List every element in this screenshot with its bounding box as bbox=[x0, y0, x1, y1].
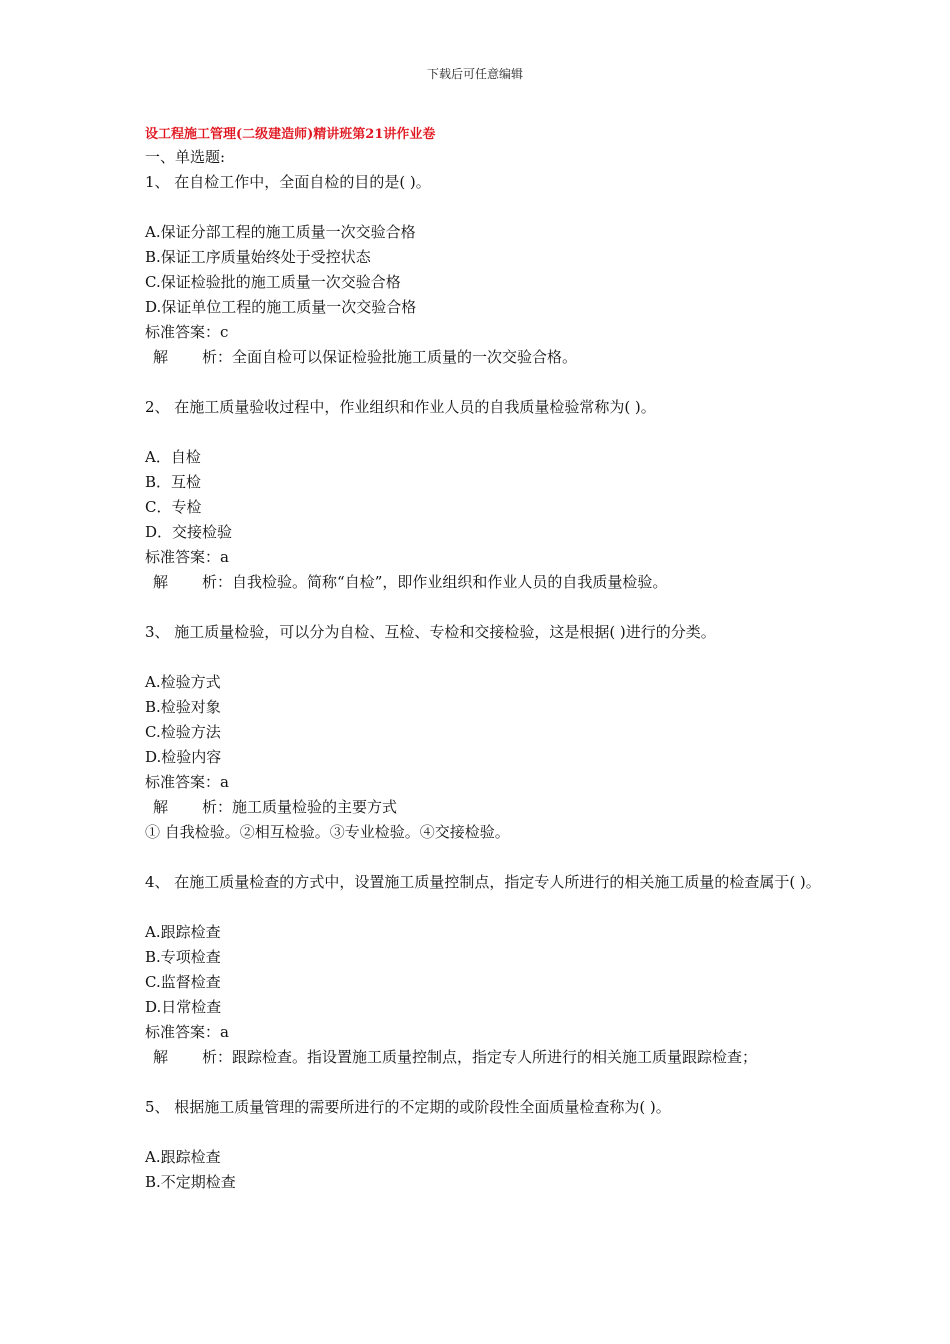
option-b: B．互检 bbox=[145, 473, 202, 491]
document-body bbox=[145, 125, 825, 1195]
question-stem: 3、 施工质量检验，可以分为自检、互检、专检和交接检验，这是根据( )进行的分类。 bbox=[145, 623, 716, 641]
analysis bbox=[145, 795, 825, 820]
question-stem: 1、 在自检工作中，全面自检的目的是( )。 bbox=[145, 173, 431, 191]
analysis-extra: ① 自我检验。②相互检验。③专业检验。④交接检验。 bbox=[145, 823, 510, 841]
option-c: C.监督检查 bbox=[145, 973, 221, 991]
analysis-label-left: 解 bbox=[153, 348, 169, 366]
analysis-label-right: 析： bbox=[202, 348, 233, 366]
answer-value: c bbox=[220, 323, 229, 341]
analysis-label-left: 解 bbox=[153, 798, 169, 816]
option-a: A.跟踪检查 bbox=[145, 1148, 221, 1166]
answer-value: a bbox=[220, 773, 229, 791]
analysis-label-left: 解 bbox=[153, 573, 169, 591]
option-c: C．专检 bbox=[145, 498, 202, 516]
option-d: D．交接检验 bbox=[145, 523, 233, 541]
question-stem: 4、 在施工质量检查的方式中，设置施工质量控制点，指定专人所进行的相关施工质量的检查属于( )。 bbox=[145, 873, 821, 891]
analysis bbox=[145, 345, 825, 370]
option-c: C.检验方法 bbox=[145, 723, 221, 741]
question-3 bbox=[145, 620, 825, 870]
question-stem: 2、 在施工质量验收过程中，作业组织和作业人员的自我质量检验常称为( )。 bbox=[145, 398, 656, 416]
answer-label: 标准答案： bbox=[145, 323, 221, 341]
option-d: D.检验内容 bbox=[145, 748, 222, 766]
option-b: B.保证工序质量始终处于受控状态 bbox=[145, 248, 371, 266]
option-a: A.跟踪检查 bbox=[145, 923, 221, 941]
option-c: C.保证检验批的施工质量一次交验合格 bbox=[145, 273, 401, 291]
standard-answer bbox=[145, 320, 825, 345]
analysis-label-right: 析： bbox=[202, 1048, 233, 1066]
answer-label: 标准答案： bbox=[145, 773, 221, 791]
question-5 bbox=[145, 1095, 825, 1195]
option-a: A．自检 bbox=[145, 448, 201, 466]
standard-answer bbox=[145, 545, 825, 570]
question-4 bbox=[145, 870, 825, 1095]
answer-label: 标准答案： bbox=[145, 548, 221, 566]
analysis-text: 全面自检可以保证检验批施工质量的一次交验合格。 bbox=[232, 348, 578, 366]
standard-answer bbox=[145, 770, 825, 795]
page-header-note: 下载后可任意编辑 bbox=[426, 67, 523, 81]
document-title: 设工程施工管理(二级建造师)精讲班第21讲作业卷 bbox=[145, 127, 436, 142]
option-d: D.保证单位工程的施工质量一次交验合格 bbox=[145, 298, 417, 316]
option-a: A.检验方式 bbox=[145, 673, 221, 691]
standard-answer bbox=[145, 1020, 825, 1045]
answer-value: a bbox=[220, 1023, 229, 1041]
section-heading: 一、单选题: bbox=[145, 148, 226, 166]
question-stem: 5、 根据施工质量管理的需要所进行的不定期的或阶段性全面质量检查称为( )。 bbox=[145, 1098, 671, 1116]
option-a: A.保证分部工程的施工质量一次交验合格 bbox=[145, 223, 416, 241]
analysis-label-right: 析： bbox=[202, 573, 233, 591]
question-1 bbox=[145, 170, 825, 395]
option-d: D.日常检查 bbox=[145, 998, 222, 1016]
analysis-text: 施工质量检验的主要方式 bbox=[232, 798, 398, 816]
option-b: B.检验对象 bbox=[145, 698, 221, 716]
answer-value: a bbox=[220, 548, 229, 566]
analysis bbox=[145, 1045, 825, 1070]
analysis-text: 自我检验。简称“自检”，即作业组织和作业人员的自我质量检验。 bbox=[232, 573, 668, 591]
analysis bbox=[145, 570, 825, 595]
question-2 bbox=[145, 395, 825, 620]
answer-label: 标准答案： bbox=[145, 1023, 221, 1041]
option-b: B.专项检查 bbox=[145, 948, 221, 966]
option-b: B.不定期检查 bbox=[145, 1173, 236, 1191]
analysis-text: 跟踪检查。指设置施工质量控制点，指定专人所进行的相关施工质量跟踪检查； bbox=[232, 1048, 758, 1066]
analysis-label-right: 析： bbox=[202, 798, 233, 816]
analysis-label-left: 解 bbox=[153, 1048, 169, 1066]
